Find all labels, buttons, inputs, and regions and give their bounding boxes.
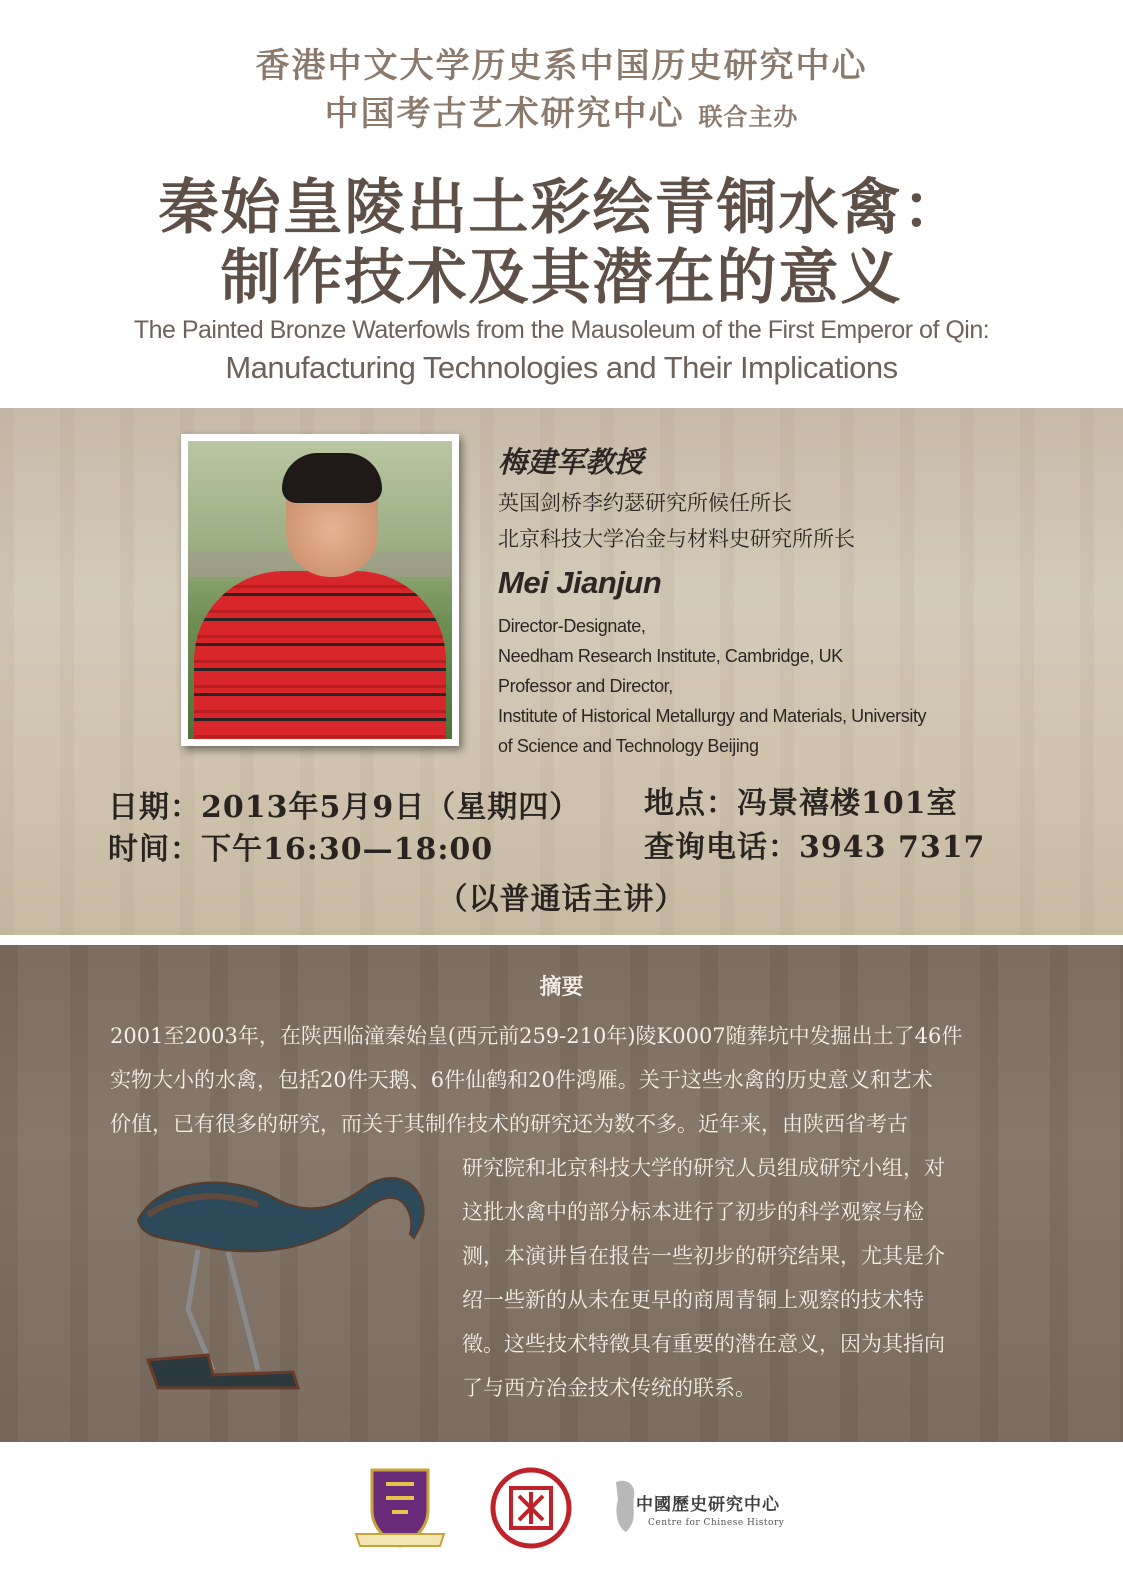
- abstract-line: 绍一些新的从未在更早的商周青铜上观察的技术特: [462, 1288, 924, 1312]
- speaker-english-title: Needham Research Institute, Cambridge, UK: [498, 646, 843, 666]
- event-language: （以普通话主讲）: [437, 882, 686, 917]
- speaker-english-name: Mei Jianjun: [498, 565, 662, 600]
- abstract-line: 2001至2003年，在陕西临潼秦始皇(西元前259-210年)陵K0007随葬坑中发掘出土了46件: [110, 1024, 963, 1048]
- centre-logo-chinese: 中國歷史研究中心: [636, 1495, 780, 1515]
- chinese-title-line-2: 制作技术及其潜在的意义: [220, 243, 903, 313]
- chinese-title-line-1: 秦始皇陵出土彩绘青铜水禽：: [158, 173, 965, 243]
- organizer-line-1: 香港中文大学历史系中国历史研究中心: [255, 46, 868, 86]
- speaker-chinese-title: 英国剑桥李约瑟研究所候任所长: [498, 491, 792, 515]
- speaker-english-titles: [498, 611, 926, 761]
- speaker-portrait-image: [188, 441, 452, 739]
- speaker-english-title: of Science and Technology Beijing: [498, 736, 759, 756]
- english-title-line-2: Manufacturing Technologies and Their Implications: [225, 350, 898, 385]
- header-area: [0, 0, 1123, 408]
- speaker-chinese-name: 梅建军教授: [498, 445, 644, 479]
- cohost-label: 联合主办: [698, 102, 799, 131]
- speaker-photo: [181, 434, 459, 746]
- abstract-line: 这批水禽中的部分标本进行了初步的科学观察与检: [462, 1200, 924, 1224]
- abstract-paragraph-top: [110, 1014, 1015, 1146]
- organizer-line-2: [0, 86, 1123, 135]
- abstract-line: 研究院和北京科技大学的研究人员组成研究小组，对: [462, 1156, 945, 1180]
- red-seal-logo: [489, 1466, 573, 1550]
- abstract-line: 徵。这些技术特徵具有重要的潜在意义，因为其指向: [462, 1332, 945, 1356]
- abstract-line: 测，本演讲旨在报告一些初步的研究结果，尤其是介: [462, 1244, 945, 1268]
- abstract-line: 实物大小的水禽，包括20件天鹅、6件仙鹤和20件鸿雁。关于这些水禽的历史意义和艺术: [110, 1068, 933, 1092]
- speaker-english-title: Director-Designate,: [498, 616, 646, 636]
- bronze-crane-image: [118, 1160, 438, 1390]
- abstract-heading: 摘要: [539, 974, 584, 1000]
- centre-logo-english: Centre for Chinese History: [648, 1518, 785, 1528]
- abstract-paragraph-bottom: [462, 1146, 1015, 1410]
- organizer-name-2: 中国考古艺术研究中心: [324, 94, 685, 134]
- event-date: 日期：2013年5月9日（星期四）: [108, 790, 581, 825]
- abstract-line: 了与西方冶金技术传统的联系。: [462, 1376, 756, 1400]
- speaker-chinese-title: 北京科技大学冶金与材料史研究所所长: [498, 527, 855, 551]
- speaker-details: [498, 440, 926, 761]
- speaker-english-title: Professor and Director,: [498, 676, 673, 696]
- cuhk-crest-logo: [352, 1464, 448, 1550]
- english-title-line-1: The Painted Bronze Waterfowls from the Mausoleum of the First Emperor of Qin:: [133, 316, 990, 344]
- event-time: 时间：下午16:30—18:00: [108, 832, 494, 867]
- abstract-line: 价值，已有很多的研究，而关于其制作技术的研究还为数不多。近年来，由陕西省考古: [110, 1112, 908, 1136]
- event-venue: 地点：冯景禧楼101室: [644, 786, 958, 821]
- event-phone: 查询电话：3943 7317: [644, 830, 986, 865]
- speaker-english-title: Institute of Historical Metallurgy and Materials, University: [498, 706, 927, 726]
